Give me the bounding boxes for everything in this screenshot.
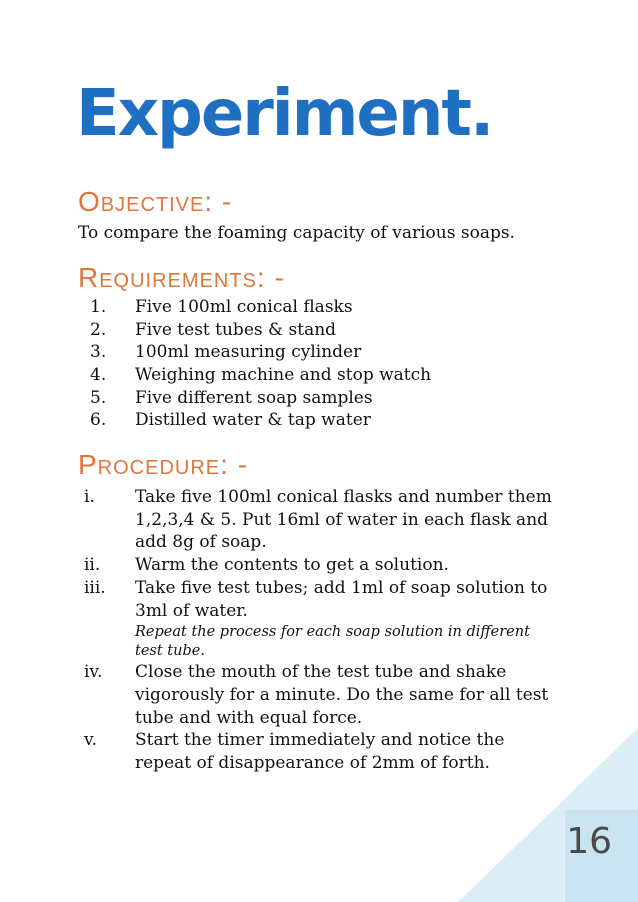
item-text: Weighing machine and stop watch (135, 365, 432, 386)
step-number: iii. (84, 577, 106, 598)
step-text: Take five test tubes; add 1ml of soap solution to 3ml of water. (135, 577, 548, 621)
list-item (0, 486, 638, 554)
page-number: 16 (566, 821, 612, 862)
step-note: Repeat the process for each soap solution in different test tube. (135, 624, 530, 660)
step-number: iv. (84, 662, 103, 683)
step-number: v. (84, 730, 97, 751)
list-item (0, 577, 638, 661)
procedure-list (0, 486, 638, 775)
item-number: 2. (90, 319, 107, 340)
list-item (0, 554, 638, 577)
list-item (0, 729, 638, 774)
item-text: Five different soap samples (135, 387, 373, 408)
item-number: 1. (90, 297, 107, 317)
item-text: Five 100ml conical flasks (135, 297, 353, 317)
requirements-heading: Requirements: - (78, 262, 285, 293)
step-text: Warm the contents to get a solution. (135, 555, 449, 576)
step-number: i. (84, 487, 95, 507)
procedure-heading: Procedure: - (78, 449, 249, 480)
page-title: Experiment. (76, 77, 493, 151)
item-number: 3. (90, 342, 107, 363)
item-text: Five test tubes & stand (135, 319, 337, 340)
list-item (0, 661, 638, 729)
item-number: 5. (90, 387, 107, 408)
item-text: Distilled water & tap water (135, 410, 371, 431)
step-number: ii. (84, 555, 101, 576)
objective-heading: Objective: - (78, 186, 233, 217)
step-text: Start the timer immediately and notice the repeat of disappearance of 2mm of forth. (135, 730, 505, 774)
step-text: Close the mouth of the test tube and shake vigorously for a minute. Do the same for all test tube and with equal force. (135, 662, 549, 728)
objective-text: To compare the foaming capacity of various soaps. (78, 223, 515, 243)
item-number: 6. (90, 410, 107, 431)
item-text: 100ml measuring cylinder (135, 342, 362, 363)
step-text: Take five 100ml conical flasks and number them 1,2,3,4 & 5. Put 16ml of water in each flask and add 8g of soap. (135, 487, 552, 553)
item-number: 4. (90, 365, 107, 386)
